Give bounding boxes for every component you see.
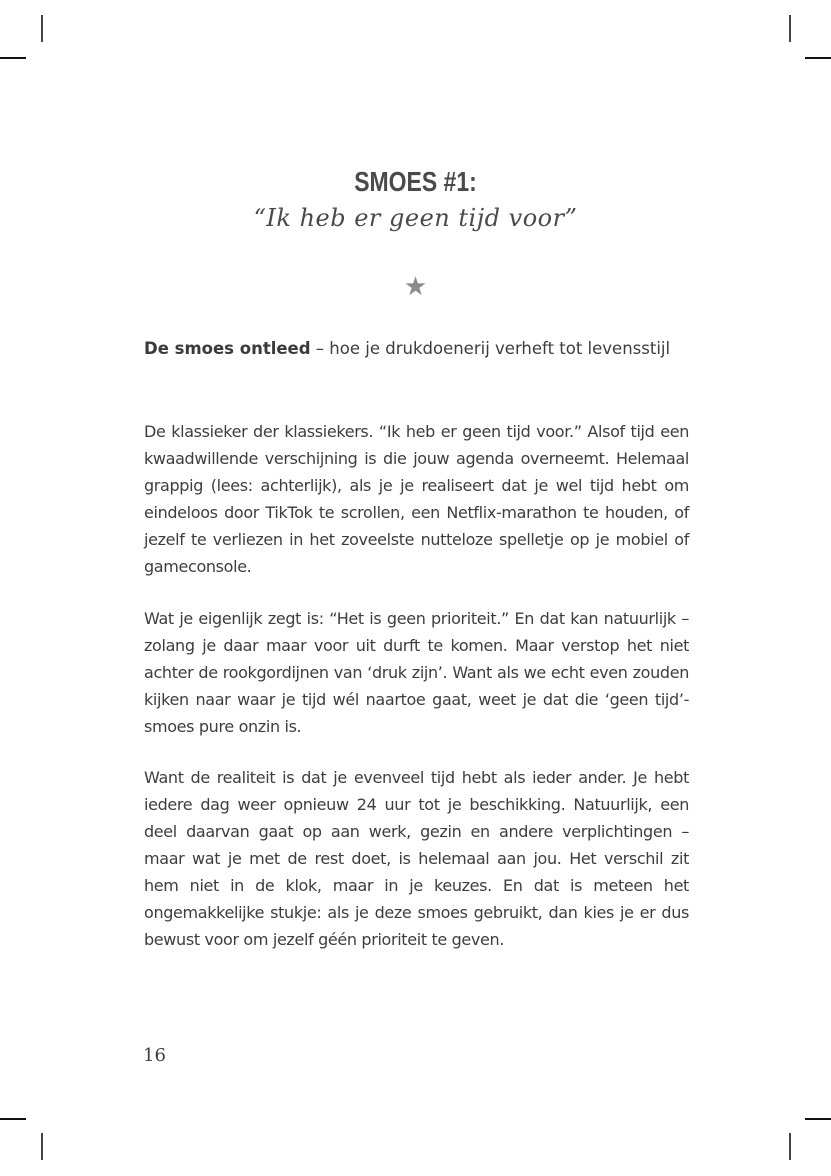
- crop-mark-bottom-left-vertical: [41, 1133, 43, 1160]
- section-lead-rest: – hoe je drukdoenerij verheft tot levensstijl: [310, 339, 671, 358]
- crop-mark-bottom-right-horizontal: [805, 1118, 831, 1120]
- body-paragraph-1: De klassieker der klassiekers. “Ik heb er geen tijd voor.” Alsof tijd een kwaadwillende verschijning is die jouw agenda overneemt. Helemaal grappig (lees: achterlijk), als je je realiseert dat je wel tijd hebt om eindeloos door TikTok te scrollen, een Netflix-marathon te houden, of jezelf te verliezen in het zoveelste nutteloze spelletje op je mobiel of gameconsole.: [144, 422, 689, 576]
- page-number: 16: [143, 1045, 166, 1066]
- body-paragraph-3: Want de realiteit is dat je evenveel tijd hebt als ieder ander. Je hebt iedere dag weer opnieuw 24 uur tot je beschikking. Natuurlijk, een deel daarvan gaat op aan werk, gezin en andere verplichtingen – maar wat je met de rest doet, is helemaal aan jou. Het verschil zit hem niet in de klok, maar in je keuzes. En dat is meteen het ongemakkelijke stukje: als je deze smoes gebruikt, dan kies je er dus bewust voor om jezelf géén prioriteit te geven.: [144, 768, 689, 949]
- chapter-title: SMOES #1:: [354, 166, 477, 197]
- star-ornament-icon: ★: [403, 272, 428, 302]
- crop-mark-top-right-vertical: [789, 15, 791, 42]
- crop-mark-bottom-right-vertical: [789, 1133, 791, 1160]
- crop-mark-top-left-vertical: [41, 15, 43, 42]
- body-paragraph-2: Wat je eigenlijk zegt is: “Het is geen prioriteit.” En dat kan natuurlijk – zolang je daar maar voor uit durft te komen. Maar verstop het niet achter de rookgordijnen van ‘druk zijn’. Want als we echt even zouden kijken naar waar je tijd wél naartoe gaat, weet je dat die ‘geen tijd’-smoes pure onzin is.: [144, 609, 689, 736]
- chapter-subtitle: “Ik heb er geen tijd voor”: [253, 204, 578, 232]
- section-lead-bold: De smoes ontleed: [144, 339, 311, 358]
- section-lead: [144, 339, 704, 358]
- crop-mark-top-right-horizontal: [805, 57, 831, 59]
- crop-mark-top-left-horizontal: [0, 57, 26, 59]
- crop-mark-bottom-left-horizontal: [0, 1118, 26, 1120]
